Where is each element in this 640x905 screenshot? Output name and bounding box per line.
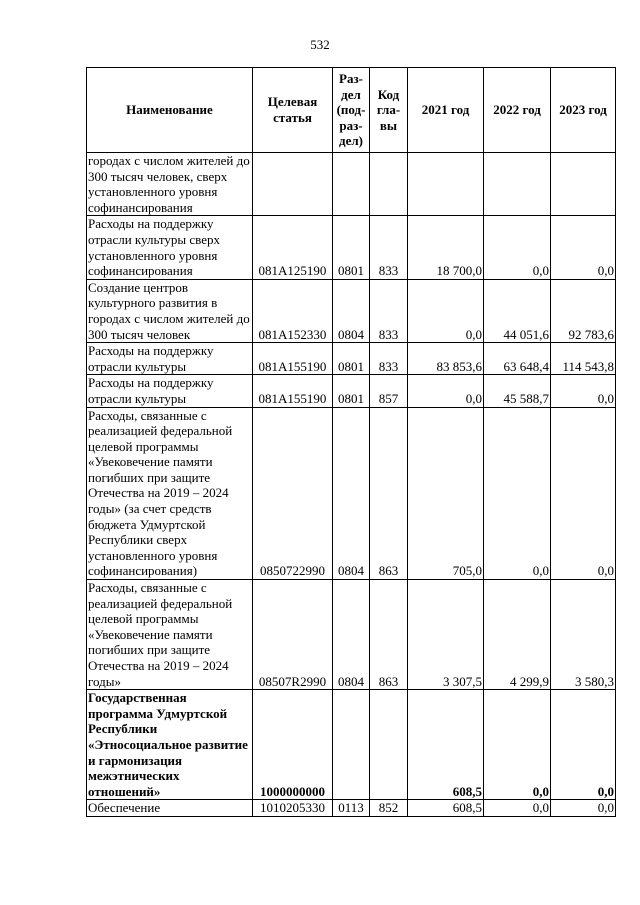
row-name: Обеспечение: [87, 800, 253, 817]
row-2023: [551, 153, 616, 216]
row-name: Расходы на поддержку отрасли культуры сверх установленного уровня софинансирования: [87, 216, 253, 279]
row-2021: 608,5: [408, 800, 484, 817]
row-2021: 0,0: [408, 279, 484, 342]
row-2021: 0,0: [408, 375, 484, 407]
row-2022: 4 299,9: [484, 580, 551, 690]
row-section: 0804: [333, 279, 370, 342]
row-2022: 0,0: [484, 690, 551, 800]
row-2022: [484, 153, 551, 216]
table-row: [87, 407, 616, 580]
table-row: [87, 690, 616, 800]
row-name: Расходы, связанные с реализацией федеральной целевой программы «Увековечение памяти погибших при защите Отечества на 2019 – 2024 годы» (за счет средств бюджета Удмуртской Республики сверх установленного уровня софинансирования): [87, 407, 253, 580]
row-target: 0850722990: [253, 407, 333, 580]
row-section: 0801: [333, 216, 370, 279]
header-chapter: Код гла-вы: [370, 68, 408, 153]
row-2023: 92 783,6: [551, 279, 616, 342]
row-section: 0113: [333, 800, 370, 817]
row-2021: 83 853,6: [408, 343, 484, 375]
row-name: Расходы на поддержку отрасли культуры: [87, 375, 253, 407]
row-2021: 608,5: [408, 690, 484, 800]
row-section: 0804: [333, 407, 370, 580]
table-row: [87, 279, 616, 342]
row-2023: 0,0: [551, 407, 616, 580]
row-2023: 3 580,3: [551, 580, 616, 690]
table-row: [87, 800, 616, 817]
row-name: Государственная программа Удмуртской Республики «Этносоциальное развитие и гармонизация межэтнических отношений»: [87, 690, 253, 800]
row-section: [333, 153, 370, 216]
row-target: 081A155190: [253, 343, 333, 375]
row-name: Расходы, связанные с реализацией федеральной целевой программы «Увековечение памяти погибших при защите Отечества на 2019 – 2024 годы»: [87, 580, 253, 690]
header-2021: 2021 год: [408, 68, 484, 153]
row-2023: 0,0: [551, 375, 616, 407]
row-2023: 0,0: [551, 216, 616, 279]
row-section: 0801: [333, 375, 370, 407]
row-name: городах с числом жителей до 300 тысяч человек, сверх установленного уровня софинансирования: [87, 153, 253, 216]
row-name: Создание центров культурного развития в городах с числом жителей до 300 тысяч человек: [87, 279, 253, 342]
row-2023: 114 543,8: [551, 343, 616, 375]
row-section: 0804: [333, 580, 370, 690]
row-target: 081A155190: [253, 375, 333, 407]
row-section: [333, 690, 370, 800]
row-2023: 0,0: [551, 690, 616, 800]
header-target: Целевая статья: [253, 68, 333, 153]
table-row: [87, 375, 616, 407]
row-chapter: 833: [370, 343, 408, 375]
row-chapter: 833: [370, 279, 408, 342]
row-2023: 0,0: [551, 800, 616, 817]
row-target: 08507R2990: [253, 580, 333, 690]
row-2022: 63 648,4: [484, 343, 551, 375]
row-chapter: 833: [370, 216, 408, 279]
row-section: 0801: [333, 343, 370, 375]
page-number: 532: [310, 37, 330, 52]
row-target: [253, 153, 333, 216]
table-row: [87, 216, 616, 279]
table-row: [87, 343, 616, 375]
row-chapter: 857: [370, 375, 408, 407]
row-2021: 3 307,5: [408, 580, 484, 690]
row-2022: 0,0: [484, 216, 551, 279]
row-2022: 0,0: [484, 800, 551, 817]
header-row: [87, 68, 616, 153]
row-target: 1010205330: [253, 800, 333, 817]
header-section: Раз-дел (под-раз-дел): [333, 68, 370, 153]
row-chapter: 863: [370, 580, 408, 690]
row-2021: [408, 153, 484, 216]
row-target: 1000000000: [253, 690, 333, 800]
row-chapter: 863: [370, 407, 408, 580]
row-chapter: 852: [370, 800, 408, 817]
table-row: [87, 153, 616, 216]
row-name: Расходы на поддержку отрасли культуры: [87, 343, 253, 375]
row-target: 081A152330: [253, 279, 333, 342]
header-2022: 2022 год: [484, 68, 551, 153]
row-2022: 0,0: [484, 407, 551, 580]
header-2023: 2023 год: [551, 68, 616, 153]
row-chapter: [370, 690, 408, 800]
row-2022: 44 051,6: [484, 279, 551, 342]
row-target: 081A125190: [253, 216, 333, 279]
table-row: [87, 580, 616, 690]
row-2021: 18 700,0: [408, 216, 484, 279]
budget-table: [86, 67, 616, 817]
row-chapter: [370, 153, 408, 216]
header-name: Наименование: [87, 68, 253, 153]
row-2022: 45 588,7: [484, 375, 551, 407]
row-2021: 705,0: [408, 407, 484, 580]
